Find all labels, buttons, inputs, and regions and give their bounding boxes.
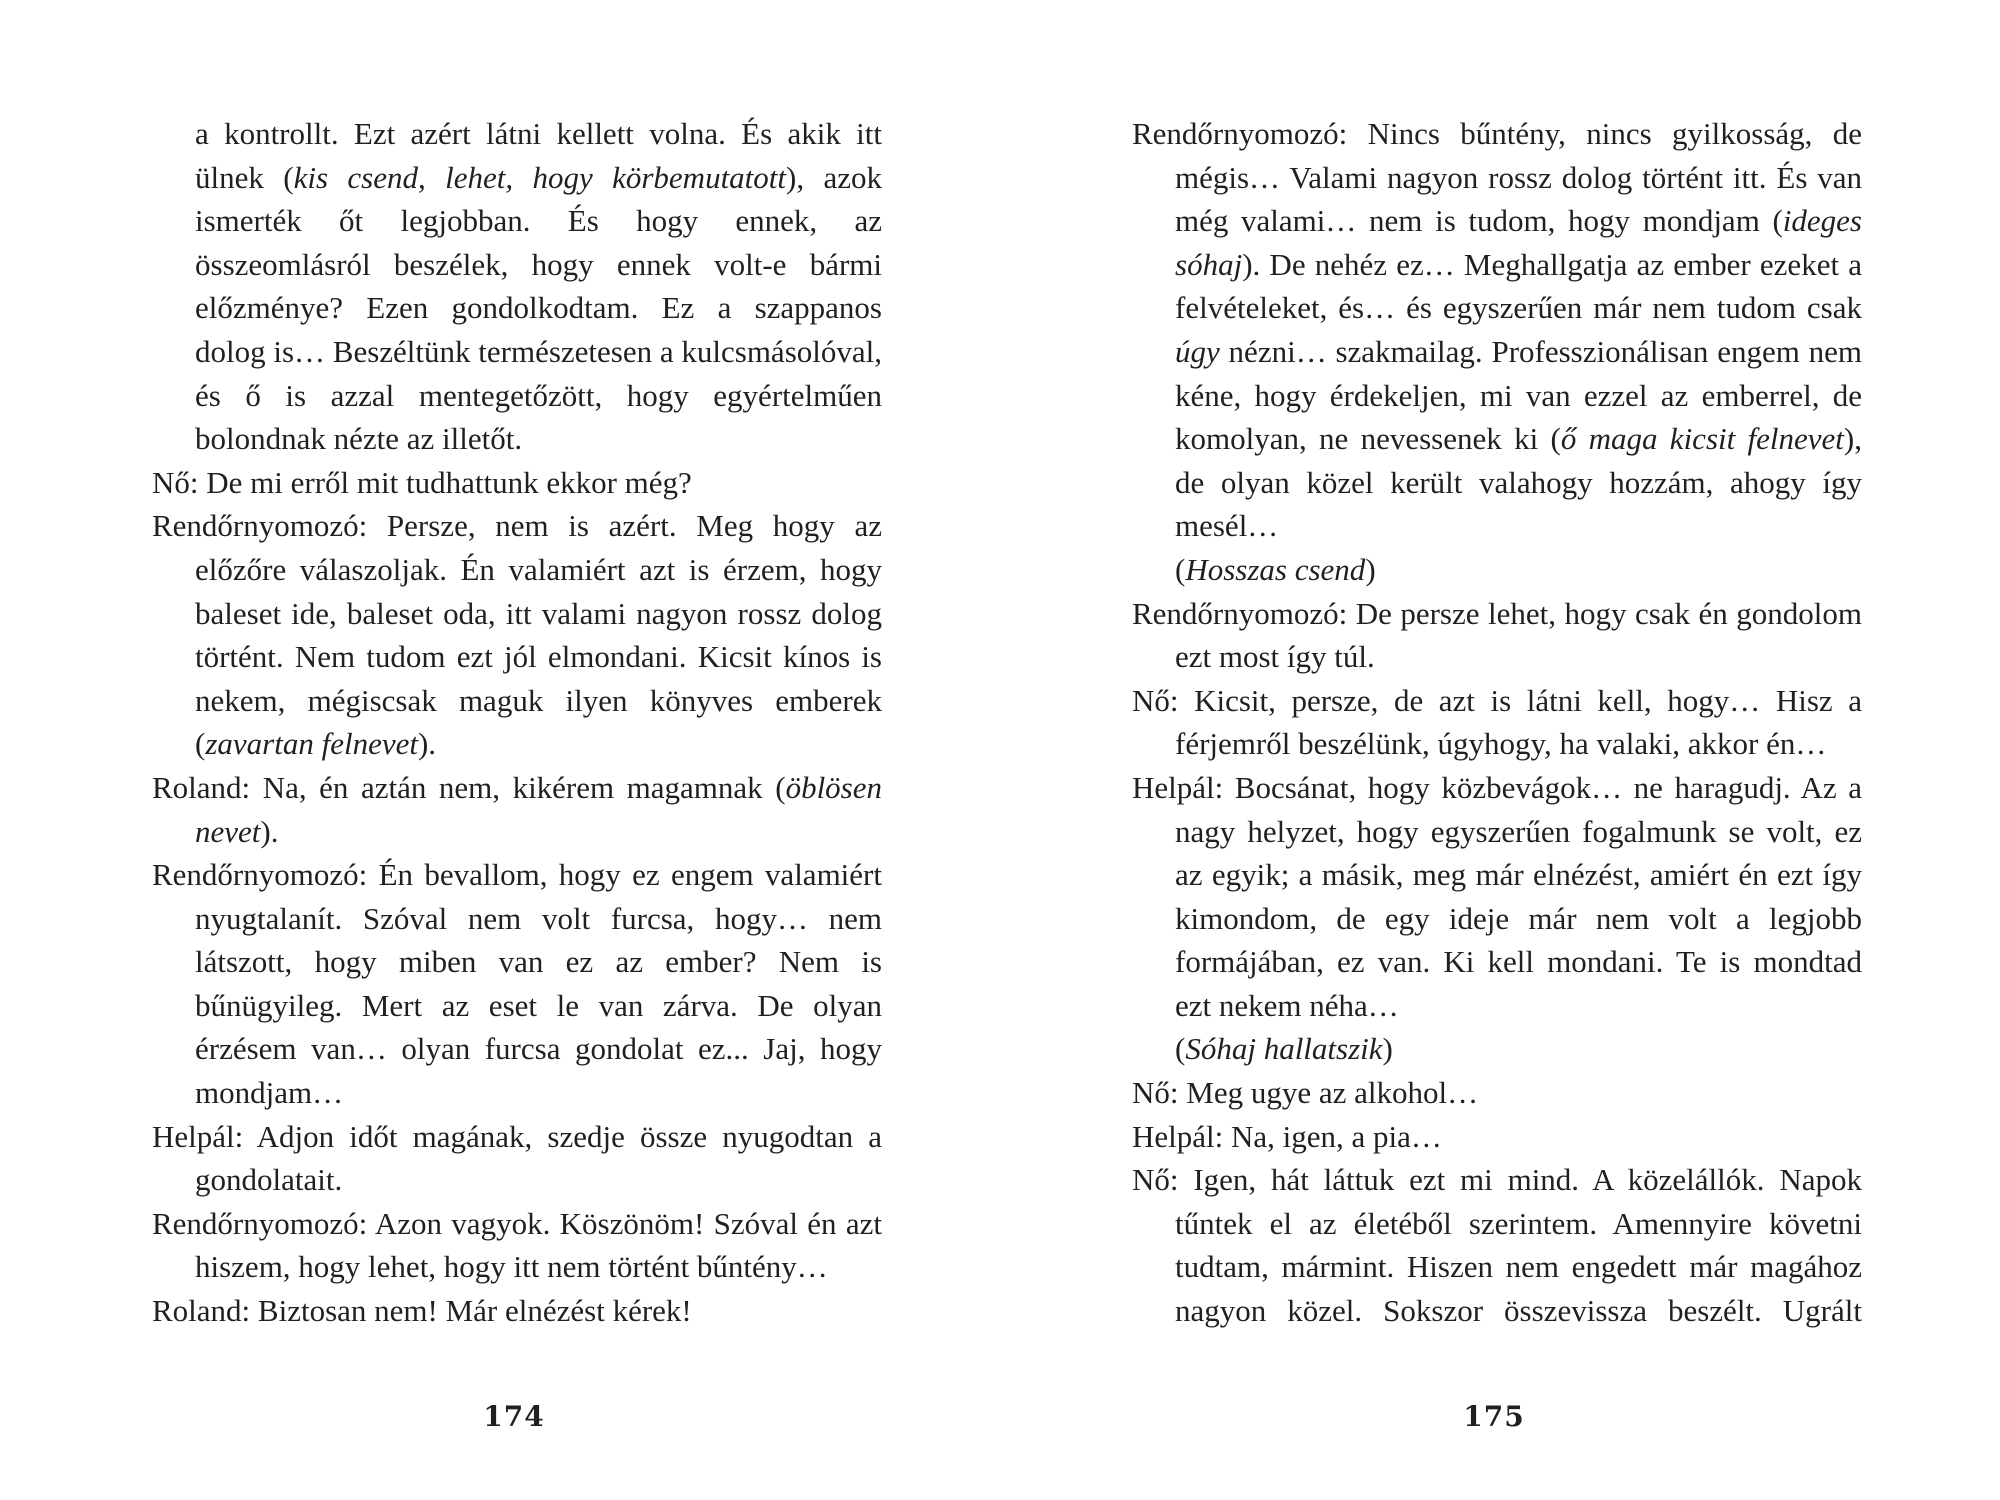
text-run: Nő: De mi erről mit tudhattunk ekkor még? <box>152 464 692 500</box>
text-run: Rendőrnyomozó: Azon vagyok. Köszönöm! Szóval én azt hiszem, hogy lehet, hogy itt nem történt bűntény… <box>152 1205 882 1285</box>
text-run: Roland: Biztosan nem! Már elnézést kérek! <box>152 1293 692 1329</box>
text-run: ), azok ismerték őt legjobban. És hogy ennek, az összeomlásról beszélek, hogy ennek volt-e bármi előzménye? Ezen gondolkodtam. Ez a szappanos dolog is… Beszéltünk természetesen a kulcsmásolóval, és ő is azzal mentegetőzött, hogy egyértelműen bolondnak nézte az illetőt. <box>195 159 882 457</box>
dialogue-paragraph <box>1132 1115 1862 1159</box>
text-run: ( <box>1175 551 1186 587</box>
italic-aside: Sóhaj hallatszik <box>1185 1031 1383 1067</box>
dialogue-paragraph <box>152 1115 882 1202</box>
dialogue-paragraph <box>152 504 882 766</box>
text-run: a kontrollt. Ezt azért látni kellett volna. És akik itt ülnek ( <box>195 116 882 195</box>
text-run: ). <box>417 726 437 762</box>
italic-aside: zavartan felnevet <box>205 726 418 762</box>
right-page <box>1132 112 1862 1333</box>
dialogue-paragraph <box>152 1202 882 1289</box>
text-run: ) <box>1382 1031 1393 1067</box>
dialogue-paragraph <box>1132 1158 1862 1332</box>
left-page <box>152 112 882 1333</box>
stage-direction <box>1132 1027 1862 1071</box>
text-run: Rendőrnyomozó: Persze, nem is azért. Meg hogy az előzőre válaszoljak. Én valamiért azt is érzem, hogy baleset ide, baleset oda, itt valami nagyon rossz dolog történt. Nem tudom ezt jól elmondani. Kicsit kínos is nekem, mégiscsak maguk ilyen könyves emberek ( <box>152 508 882 762</box>
dialogue-paragraph <box>152 766 882 853</box>
text-run: Rendőrnyomozó: Én bevallom, hogy ez engem valamiért nyugtalanít. Szóval nem volt furcsa, hogy… nem látszott, hogy miben van ez az ember? Nem is bűnügyileg. Mert az eset le van zárva. De olyan érzésem van… olyan furcsa gondolat ez... Jaj, hogy mondjam… <box>152 857 882 1111</box>
text-run: Rendőrnyomozó: De persze lehet, hogy csak én gondolom ezt most így túl. <box>1132 595 1862 675</box>
text-run: Helpál: Adjon időt magának, szedje össze nyugodtan a gondolatait. <box>152 1118 882 1198</box>
text-run: Helpál: Na, igen, a pia… <box>1132 1118 1442 1154</box>
text-run: Roland: Na, én aztán nem, kikérem magamnak ( <box>152 769 786 805</box>
dialogue-paragraph <box>152 112 882 461</box>
italic-aside: ő maga kicsit felnevet <box>1560 421 1844 457</box>
stage-direction <box>1132 548 1862 592</box>
text-run: ), de olyan közel került valahogy hozzám, ahogy így mesél… <box>1175 421 1862 544</box>
italic-aside: Hosszas csend <box>1185 551 1366 587</box>
dialogue-paragraph <box>1132 112 1862 548</box>
text-run: Rendőrnyomozó: Nincs bűntény, nincs gyilkosság, de mégis… Valami nagyon rossz dolog történt itt. És van még valami… nem is tudom, hogy mondjam ( <box>1132 116 1862 239</box>
text-run: Nő: Igen, hát láttuk ezt mi mind. A közelállók. Napok tűntek el az életéből szerintem. Amennyire követni tudtam, mármint. Hiszen nem engedett már magához nagyon közel. Sokszor összevissza beszélt. Ugrált <box>1132 1162 1862 1329</box>
dialogue-paragraph <box>152 461 882 505</box>
text-run: ). De nehéz ez… Meghallgatja az ember ezeket a felvételeket, és… és egyszerűen már nem tudom csak <box>1175 246 1862 326</box>
dialogue-paragraph <box>1132 679 1862 766</box>
page-number-left: 174 <box>483 1400 545 1433</box>
italic-aside: ideges sóhaj <box>1175 203 1862 282</box>
text-run: ( <box>1175 1031 1186 1067</box>
text-run: Nő: Meg ugye az alkohol… <box>1132 1075 1479 1111</box>
dialogue-paragraph <box>152 853 882 1115</box>
italic-aside: kis csend, lehet, hogy körbemutatott <box>293 159 787 195</box>
text-run: nézni… szakmailag. Professzionálisan engem nem kéne, hogy érdekeljen, mi van ezzel az emberrel, de komolyan, ne nevessenek ki ( <box>1175 333 1862 457</box>
dialogue-paragraph <box>1132 1071 1862 1115</box>
dialogue-paragraph <box>1132 592 1862 679</box>
italic-aside: úgy <box>1175 333 1220 369</box>
page-number-right: 175 <box>1463 1400 1525 1433</box>
text-run: Nő: Kicsit, persze, de azt is látni kell, hogy… Hisz a férjemről beszélünk, úgyhogy, ha valaki, akkor én… <box>1132 682 1862 762</box>
text-run: ). <box>260 813 279 849</box>
dialogue-paragraph <box>152 1289 882 1333</box>
dialogue-paragraph <box>1132 766 1862 1028</box>
text-run: Helpál: Bocsánat, hogy közbevágok… ne haragudj. Az a nagy helyzet, hogy egyszerűen fogalmunk se volt, ez az egyik; a másik, meg már elnézést, amiért én ezt így kimondom, de egy ideje már nem volt a legjobb formájában, ez van. Ki kell mondani. Te is mondtad ezt nekem néha… <box>1132 769 1862 1023</box>
italic-aside: öblösen nevet <box>195 769 882 849</box>
text-run: ) <box>1365 551 1376 587</box>
